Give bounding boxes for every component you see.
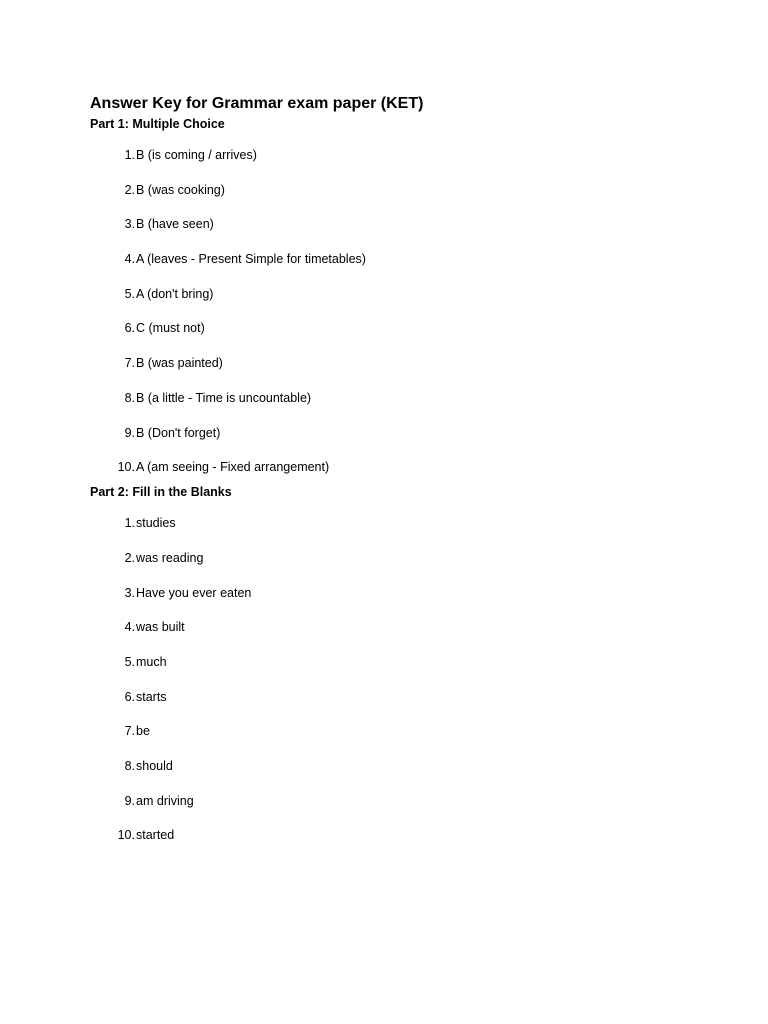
part1-answer-item xyxy=(90,459,710,476)
part2-answer-item xyxy=(90,619,710,636)
item-text: be xyxy=(136,724,150,739)
item-text: starts xyxy=(136,689,167,704)
item-number: 10. xyxy=(117,460,135,475)
item-text: studies xyxy=(136,516,176,531)
part1-answer-item xyxy=(90,216,710,233)
item-text: B (have seen) xyxy=(136,217,214,232)
part2-answer-item xyxy=(90,827,710,844)
item-text: was reading xyxy=(136,550,204,565)
item-number: 7. xyxy=(124,356,135,371)
part1-answer-item xyxy=(90,320,710,337)
item-text: B (a little - Time is uncountable) xyxy=(136,390,312,405)
item-number: 8. xyxy=(124,390,135,405)
item-number: 7. xyxy=(124,724,135,739)
part1-answer-item xyxy=(90,425,710,442)
part1-answer-item xyxy=(90,390,710,407)
item-text: C (must not) xyxy=(136,321,205,336)
part2-answer-item xyxy=(90,723,710,740)
part1-answer-item xyxy=(90,182,710,199)
item-number: 4. xyxy=(124,252,135,267)
part2-answer-item xyxy=(90,515,710,532)
item-number: 2. xyxy=(124,182,135,197)
item-number: 1. xyxy=(124,148,135,162)
item-number: 5. xyxy=(124,286,135,301)
item-text: A (don't bring) xyxy=(136,286,214,301)
part1-answer-item xyxy=(90,147,710,164)
part2-answer-item xyxy=(90,758,710,775)
item-text: am driving xyxy=(136,793,194,808)
part2-answer-list xyxy=(90,515,710,844)
item-text: much xyxy=(136,654,167,669)
part1-answer-item xyxy=(90,251,710,268)
item-number: 9. xyxy=(124,425,135,440)
item-text: A (leaves - Present Simple for timetables) xyxy=(136,252,366,267)
part1-heading: Part 1: Multiple Choice xyxy=(90,117,225,131)
item-text: B (was painted) xyxy=(136,356,223,371)
item-number: 2. xyxy=(124,550,135,565)
item-number: 4. xyxy=(124,620,135,635)
item-number: 8. xyxy=(124,759,135,773)
item-number: 3. xyxy=(124,217,135,232)
item-text: was built xyxy=(136,620,185,635)
item-number: 1. xyxy=(124,516,135,531)
document-page xyxy=(90,94,710,844)
part2-answer-item xyxy=(90,654,710,671)
part1-answer-item xyxy=(90,286,710,303)
part2-answer-item xyxy=(90,793,710,810)
item-text: A (am seeing - Fixed arrangement) xyxy=(136,460,330,475)
part2-answer-item xyxy=(90,689,710,706)
item-number: 6. xyxy=(124,689,135,704)
document-title: Answer Key for Grammar exam paper (KET) xyxy=(90,95,424,112)
part1-answer-item xyxy=(90,355,710,372)
item-number: 6. xyxy=(124,321,135,336)
item-number: 9. xyxy=(124,793,135,808)
part1-answer-list xyxy=(90,147,710,476)
item-text: B (Don't forget) xyxy=(136,425,221,440)
item-number: 10. xyxy=(117,828,135,843)
item-text: should xyxy=(136,759,173,773)
part2-answer-item xyxy=(90,585,710,602)
part2-heading: Part 2: Fill in the Blanks xyxy=(90,485,232,500)
item-number: 5. xyxy=(124,654,135,669)
item-text: B (was cooking) xyxy=(136,182,225,197)
item-text: B (is coming / arrives) xyxy=(136,148,257,162)
item-text: started xyxy=(136,828,175,843)
item-text: Have you ever eaten xyxy=(136,585,252,600)
part2-answer-item xyxy=(90,550,710,567)
item-number: 3. xyxy=(124,585,135,600)
